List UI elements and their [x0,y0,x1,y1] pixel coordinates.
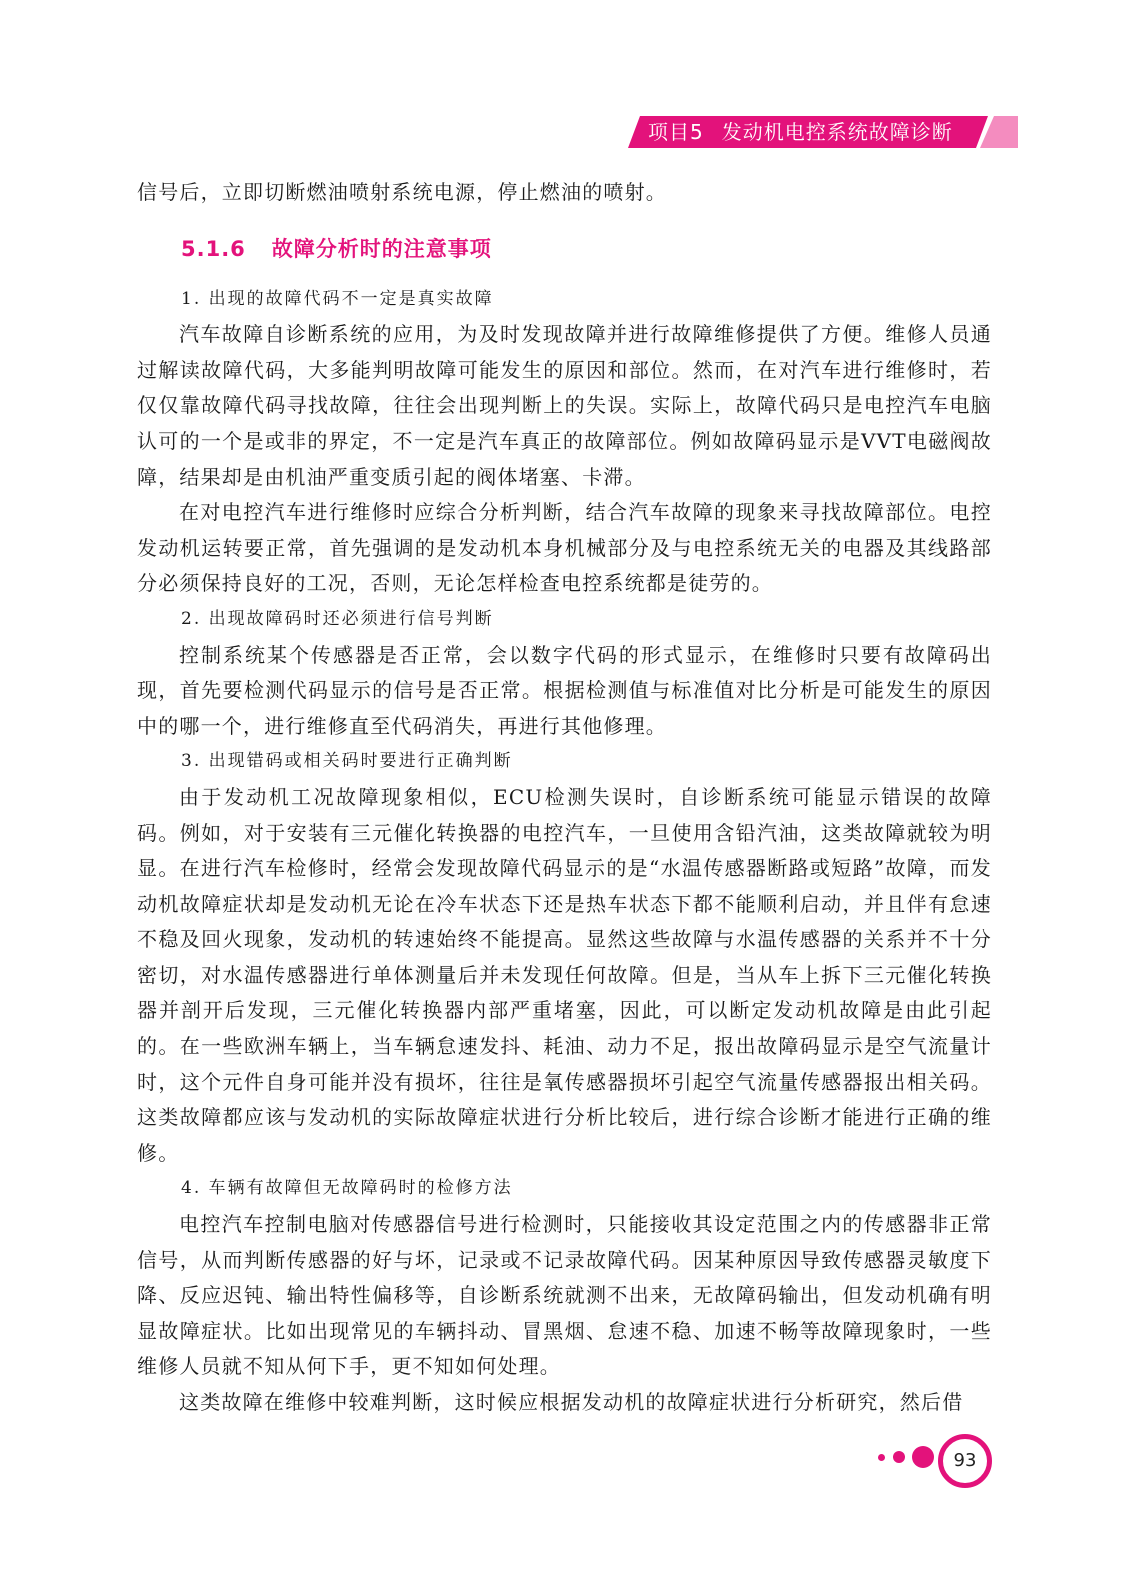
footer-dot-medium [893,1451,905,1463]
paragraph: 控制系统某个传感器是否正常，会以数字代码的形式显示，在维修时只要有故障码出现，首先要检测代码显示的信号是否正常。根据检测值与标准值对比分析是可能发生的原因中的哪一个，进行维修直至代码消失，再进行其他修理。 [137,642,992,738]
page-footer [872,1432,992,1488]
subheading-3: 3. 出现错码或相关码时要进行正确判断 [181,751,513,772]
paragraph: 在对电控汽车进行维修时应综合分析判断，结合汽车故障的现象来寻找故障部位。电控发动机运转要正常，首先强调的是发动机本身机械部分及与电控系统无关的电器及其线路部分必须保持良好的工况，否则，无论怎样检查电控系统都是徒劳的。 [137,500,992,596]
header-project: 项目5 [648,120,704,144]
page-number: 93 [938,1434,992,1488]
header-title: 发动机电控系统故障诊断 [721,120,953,144]
footer-dot-small [878,1454,885,1461]
paragraph: 这类故障在维修中较难判断，这时候应根据发动机的故障症状进行分析研究，然后借 [179,1390,964,1414]
subheading-4: 4. 车辆有故障但无故障码时的检修方法 [181,1178,513,1199]
section-number: 5.1.6 [181,236,246,261]
paragraph: 汽车故障自诊断系统的应用，为及时发现故障并进行故障维修提供了方便。维修人员通过解读故障代码，大多能判明故障可能发生的原因和部位。然而，在对汽车进行维修时，若仅仅靠故障代码寻找故障，往往会出现判断上的失误。实际上，故障代码只是电控汽车电脑认可的一个是或非的界定，不一定是汽车真正的故障部位。例如故障码显示是VVT电磁阀故障，结果却是由机油严重变质引起的阀体堵塞、卡滞。 [137,322,992,489]
paragraph: 由于发动机工况故障现象相似，ECU检测失误时，自诊断系统可能显示错误的故障码。例如，对于安装有三元催化转换器的电控汽车，一旦使用含铅汽油，这类故障就较为明显。在进行汽车检修时，经常会发现故障代码显示的是“水温传感器断路或短路”故障，而发动机故障症状却是发动机无论在冷车状态下还是热车状态下都不能顺利启动，并且伴有怠速不稳及回火现象，发动机的转速始终不能提高。显然这些故障与水温传感器的关系并不十分密切，对水温传感器进行单体测量后并未发现任何故障。但是，当从车上拆下三元催化转换器并剖开后发现，三元催化转换器内部严重堵塞，因此，可以断定发动机故障是由此引起的。在一些欧洲车辆上，当车辆怠速发抖、耗油、动力不足，报出故障码显示是空气流量计时，这个元件自身可能并没有损坏，往往是氧传感器损坏引起空气流量传感器报出相关码。这类故障都应该与发动机的实际故障症状进行分析比较后，进行综合诊断才能进行正确的维修。 [137,784,992,1165]
header-text [648,118,953,146]
page-content [137,175,992,1421]
subheading-1: 1. 出现的故障代码不一定是真实故障 [181,288,494,309]
subheading-2: 2. 出现故障码时还必须进行信号判断 [181,608,494,629]
paragraph: 电控汽车控制电脑对传感器信号进行检测时，只能接收其设定范围之内的传感器非正常信号，从而判断传感器的好与坏，记录或不记录故障代码。因某种原因导致传感器灵敏度下降、反应迟钝、输出特性偏移等，自诊断系统就测不出来，无故障码输出，但发动机确有明显故障症状。比如出现常见的车辆抖动、冒黑烟、怠速不稳、加速不畅等故障现象时，一些维修人员就不知从何下手，更不知如何处理。 [137,1212,992,1379]
running-header [628,116,1018,148]
section-heading [181,230,992,268]
section-title: 故障分析时的注意事项 [271,236,492,261]
footer-dot-large [912,1446,934,1468]
paragraph-continued: 信号后，立即切断燃油喷射系统电源，停止燃油的喷射。 [137,180,667,204]
